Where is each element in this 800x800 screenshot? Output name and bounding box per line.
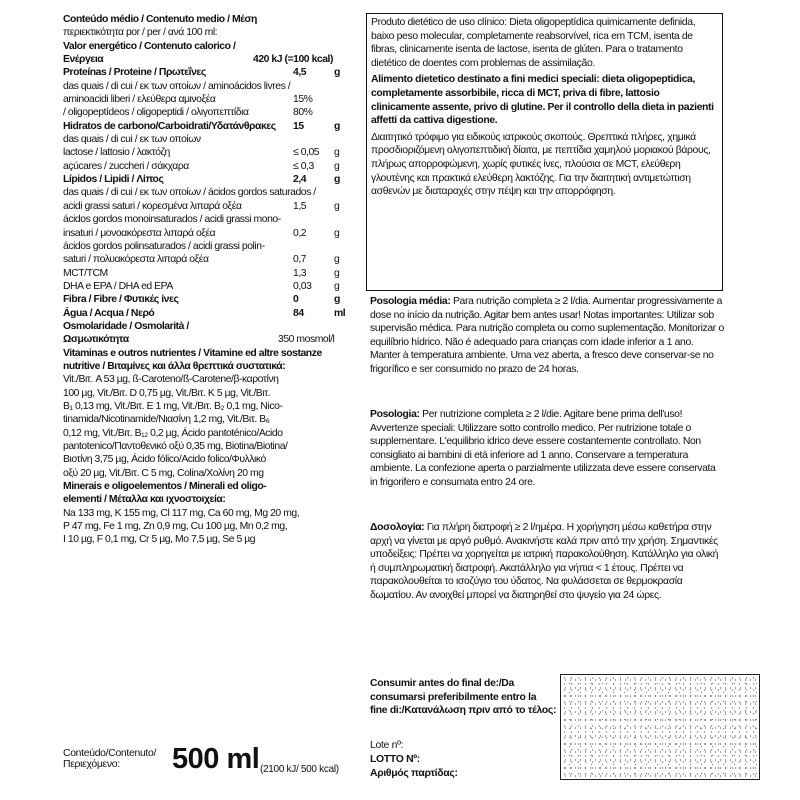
nutrition-table: [63, 13, 353, 547]
nutrition-header-line-1: Conteúdo médio / Contenuto medio / Μέση: [63, 14, 257, 25]
nutrient-unit: g: [334, 267, 340, 279]
nutrient-label: Osmolaridade / Osmolarità /: [63, 320, 189, 332]
nutrient-value: 1,5: [293, 200, 307, 212]
nutrient-label: DHA e EPA / DHA ed EPA: [63, 280, 173, 292]
best-before-line-2: consumarsi preferibilmente entro la: [370, 691, 537, 703]
content-label-line-2: Περιεχόμενο:: [63, 759, 120, 770]
nutrient-row: [63, 106, 353, 119]
nutrient-value: 15: [293, 120, 304, 132]
nutrient-label: aminoacidi liberi / ελεύθερα αμινοξέα: [63, 94, 216, 106]
nutrient-label: insaturi / μονοακόρεστα λιπαρά οξέα: [63, 227, 216, 239]
nutrient-row: [63, 253, 353, 266]
nutrient-unit: g: [334, 227, 340, 239]
nutrient-row: [63, 320, 353, 333]
energy-label-2: Ενέργεια: [63, 54, 104, 66]
energy-row: [63, 53, 353, 66]
nutrient-rows: [63, 66, 353, 333]
minerals-line: Na 133 mg, K 155 mg, Cl 117 mg, Ca 60 mg, Mg 20 mg,: [63, 507, 300, 519]
energy-label: Valor energético / Contenuto calorico /: [63, 40, 236, 52]
nutrition-header-line-2: περιεκτικότητα por / per / ανά 100 ml:: [63, 27, 218, 39]
nutrient-row: [63, 173, 353, 186]
osmolarity-label: Ωσμωτικότητα: [63, 334, 129, 346]
dosage-it-text: Per nutrizione completa ≥ 2 l/die. Agitare bene prima dell'uso! Avvertenze speciali: Utilizzare sotto controllo medico. Per nutrizione totale o supplementare. L'equilibrio idrico deve essere costantemente controllato. Non consigliato ai bambini di età inferiore ad 1 anno. Conservare a temperatura ambiente. La confezione aperta o parzialmente utilizzata deve essere conservata in frigorifero e consumata entro 24 ore.: [370, 409, 716, 488]
minerals-list: [63, 507, 353, 547]
nutrient-row: [63, 267, 353, 280]
minerals-line: P 47 mg, Fe 1 mg, Zn 0,9 mg, Cu 100 µg, Mn 0,2 mg,: [63, 521, 288, 533]
nutrient-row: [63, 80, 353, 93]
nutrient-row: [63, 93, 353, 106]
nutrient-value: 0,03: [293, 280, 312, 292]
vitamins-line: tinamida/Nicotinamide/Νιασίνη 1,2 mg, Vit./Βιτ. B₆: [63, 414, 270, 426]
vitamins-heading-2: nutritive / Βιταμίνες και άλλα θρεπτικά συστατικά:: [63, 360, 286, 372]
nutrient-value: ≤ 0,3: [293, 160, 314, 172]
vitamins-line: Vit./Βιτ. A 53 µg, ß-Caroteno/ß-Carotene/β-καροτίνη: [63, 374, 279, 386]
volume-energy-note: (2100 kJ/ 500 kcal): [260, 764, 339, 775]
nutrient-value: 0,7: [293, 254, 307, 266]
best-before-line-1: Consumir antes do final de:/Da: [370, 678, 514, 689]
nutrient-label: das quais / di cui / εκ των οποίων / ácidos gordos saturados /: [63, 187, 316, 199]
dosage-gr-label: Δοσολογία:: [370, 522, 425, 533]
description-gr: Διαιτητικό τρόφιμο για ειδικούς ιατρικούς σκοπούς. Θρεπτικά πλήρες, χημικά προσδιοριζόμενη ολιγοπεπτιδική δίαιτα, με πεπτίδια χαμηλού μοριακού βάρους, πλήρως απορροφώμενη, χωρίς φυτικές ίνες, πλούσια σε MCT, ελεύθερη γλουτένης και πρακτικά ελεύθερη λακτόζης. Για την διαιτητική αντιμετώπιση ασθενών με διαταραχές στην πέψη και την απορρόφηση.: [371, 131, 711, 198]
best-before-line-3: fine di:/Κατανάλωση πριν από το τέλος:: [370, 705, 557, 716]
nutrient-label: ácidos gordos monoinsaturados / acidi grassi mono-: [63, 214, 281, 226]
nutrient-unit: g: [334, 120, 340, 132]
nutrient-value: 0,2: [293, 227, 307, 239]
nutrient-unit: g: [334, 200, 340, 212]
nutrient-row: [63, 146, 353, 159]
nutrient-label: Fibra / Fibre / Φυτικές ίνες: [63, 294, 179, 306]
minerals-line: I 10 µg, F 0,1 mg, Cr 5 µg, Mo 7,5 µg, Se 5 µg: [63, 534, 256, 546]
vitamins-line: B₁ 0,13 mg, Vit./Βιτ. E 1 mg, Vit./Βιτ. B₂ 0,1 mg, Nico-: [63, 400, 283, 412]
osmolarity-row: [63, 333, 353, 346]
nutrient-row: [63, 200, 353, 213]
osmolarity-value: 350 mosmol/l: [278, 334, 335, 346]
nutrient-label: / oligopeptídeos / oligopeptidi / ολιγοπεπτίδια: [63, 107, 249, 119]
dosage-gr-text: Για πλήρη διατροφή ≥ 2 l/ημέρα. Η χορήγηση μέσω καθετήρα στην αρχή να γίνεται με αργό ρυθμό. Ανακινήστε καλά πριν από την χρήση. Σημαντικές υποδείξεις: Πρέπει να χορηγείται με ιατρική παρακολούθηση. Κατάλληλο για ολική ή συμπληρωματική διατροφή. Ακατάλληλο για νήπια < 1 έτους. Πρέπει να παρακολουθείται το ισοζύγιο του ύδατος. Να φυλάσσεται σε θερμοκρασία δωματίου. Αν ανοιχθεί μπορεί να διατηρηθεί στο ψυγείο για 24 ώρες.: [370, 522, 719, 601]
minerals-heading-2: elementi / Μέταλλα και ιχνοστοιχεία:: [63, 494, 226, 506]
nutrient-label: das quais / di cui / εκ των οποίων: [63, 134, 201, 146]
vitamins-line: 100 µg, Vit./Βιτ. D 0,75 µg, Vit./Βιτ. K 5 µg, Vit./Βιτ.: [63, 387, 271, 399]
nutrient-row: [63, 213, 353, 226]
dosage-gr: [370, 521, 725, 605]
nutrient-row: [63, 227, 353, 240]
nutrient-label: MCT/TCM: [63, 267, 108, 279]
nutrient-label: açúcares / zuccheri / σάκχαρα: [63, 160, 189, 172]
nutrient-label: Hidratos de carbono/Carboidrati/Υδατάνθρακες: [63, 120, 276, 132]
nutrient-row: [63, 240, 353, 253]
nutrient-label: saturi / πολυακόρεστα λιπαρά οξέα: [63, 254, 209, 266]
nutrient-value: 84: [293, 307, 304, 319]
nutrient-row: [63, 186, 353, 199]
description-pt: Produto dietético de uso clínico: Dieta oligopeptídica quimicamente definida, baixo peso molecular, completamente reabsorvível, rica em TCM, isenta de fibras, clinicamente isenta de lactose, isenta de glúten. Para o tratamento dietético de doentes com problemas de assimilação.: [371, 17, 696, 69]
nutrient-row: [63, 307, 353, 320]
dosage-pt: [370, 295, 725, 379]
nutrient-value: 4,5: [293, 67, 307, 79]
nutrient-unit: g: [334, 160, 340, 172]
nutrient-label: lactose / lattosio / λακτόζη: [63, 147, 170, 159]
nutrient-value: 15%: [293, 94, 313, 106]
product-description-box: [366, 13, 723, 291]
dosage-pt-label: Posologia média:: [370, 296, 451, 307]
nutrient-unit: g: [334, 280, 340, 292]
nutrient-label: ácidos gordos polinsaturados / acidi grassi polin-: [63, 240, 265, 252]
nutrient-row: [63, 133, 353, 146]
nutrient-row: [63, 293, 353, 306]
nutrient-unit: g: [334, 254, 340, 266]
nutrient-unit: g: [334, 67, 340, 79]
dosage-it: [370, 408, 725, 492]
nutrient-unit: g: [334, 174, 340, 186]
vitamins-heading-1: Vitaminas e outros nutrientes / Vitamine ed altre sostanze: [63, 347, 322, 359]
nutrient-row: [63, 66, 353, 79]
lot-pt: Lote nº:: [370, 740, 404, 751]
volume: 500 ml: [172, 743, 260, 775]
energy-value: 420 kJ (=100 kcal): [253, 54, 334, 66]
nutrient-unit: g: [334, 147, 340, 159]
vitamins-line: 0,12 mg, Vit./Βιτ. B₁₂ 0,2 µg, Ácido pantoténico/Acido: [63, 427, 283, 439]
description-it: Alimento dietetico destinato a fini medici speciali: dieta oligopeptidica, completamente assorbibile, ricca di MCT, priva di fibre, lattosio clinicamente assente, privo di glutine. Per il controllo della dieta in pazienti affetti da cattiva digestione.: [371, 74, 714, 127]
print-area-box: [560, 674, 760, 780]
nutrient-value: 2,4: [293, 174, 307, 186]
minerals-heading-1: Minerais e oligoelementos / Minerali ed oligo-: [63, 481, 267, 493]
nutrient-unit: ml: [334, 307, 346, 319]
vitamins-list: [63, 373, 353, 480]
lot-it: LOTTO Nº:: [370, 754, 420, 765]
nutrient-row: [63, 280, 353, 293]
nutrient-value: 0: [293, 294, 299, 306]
nutrient-label: acidi grassi saturi / κορεσμένα λιπαρά οξέα: [63, 200, 242, 212]
vitamins-line: Βιοτίνη 3,75 µg, Ácido fólico/Acido folico/Φυλλικό: [63, 454, 266, 466]
content-label-line-1: Conteúdo/Contenuto/: [63, 748, 157, 759]
nutrient-label: das quais / di cui / εκ των οποίων / aminoácidos livres /: [63, 80, 291, 92]
vitamins-line: pantotenico/Παντοθενικό οξύ 0,35 mg, Biotina/Biotina/: [63, 441, 288, 452]
nutrient-row: [63, 120, 353, 133]
nutrient-value: 80%: [293, 107, 313, 119]
nutrient-row: [63, 160, 353, 173]
dosage-pt-text: Para nutrição completa ≥ 2 l/dia. Aumentar progressivamente a dose no início da nutrição. Agitar bem antes usar! Notas importantes: Utilizar sob supervisão médica. Para nutrição completa ou como suplementação. Monitorizar o equilíbrio hídrico. Não é adequado para crianças com idade inferior a 1 ano. Manter à temperatura ambiente. Uma vez aberta, a fresco deve conservar-se no frigorífico e ser consumido no prazo de 24 horas.: [370, 296, 724, 375]
nutrient-label: Lípidos / Lipidi / Λίπος: [63, 174, 164, 186]
lot-gr: Αριθμός παρτίδας:: [370, 768, 458, 779]
dosage-it-label: Posologia:: [370, 409, 420, 420]
vitamins-line: οξύ 20 µg, Vit./Βιτ. C 5 mg, Colina/Χολίνη 20 mg: [63, 467, 264, 479]
nutrient-label: Proteínas / Proteine / Πρωτεΐνες: [63, 67, 206, 79]
nutrient-value: 1,3: [293, 267, 307, 279]
nutrient-label: Água / Acqua / Νερό: [63, 307, 155, 319]
nutrient-value: ≤ 0,05: [293, 147, 320, 159]
nutrient-unit: g: [334, 294, 340, 306]
